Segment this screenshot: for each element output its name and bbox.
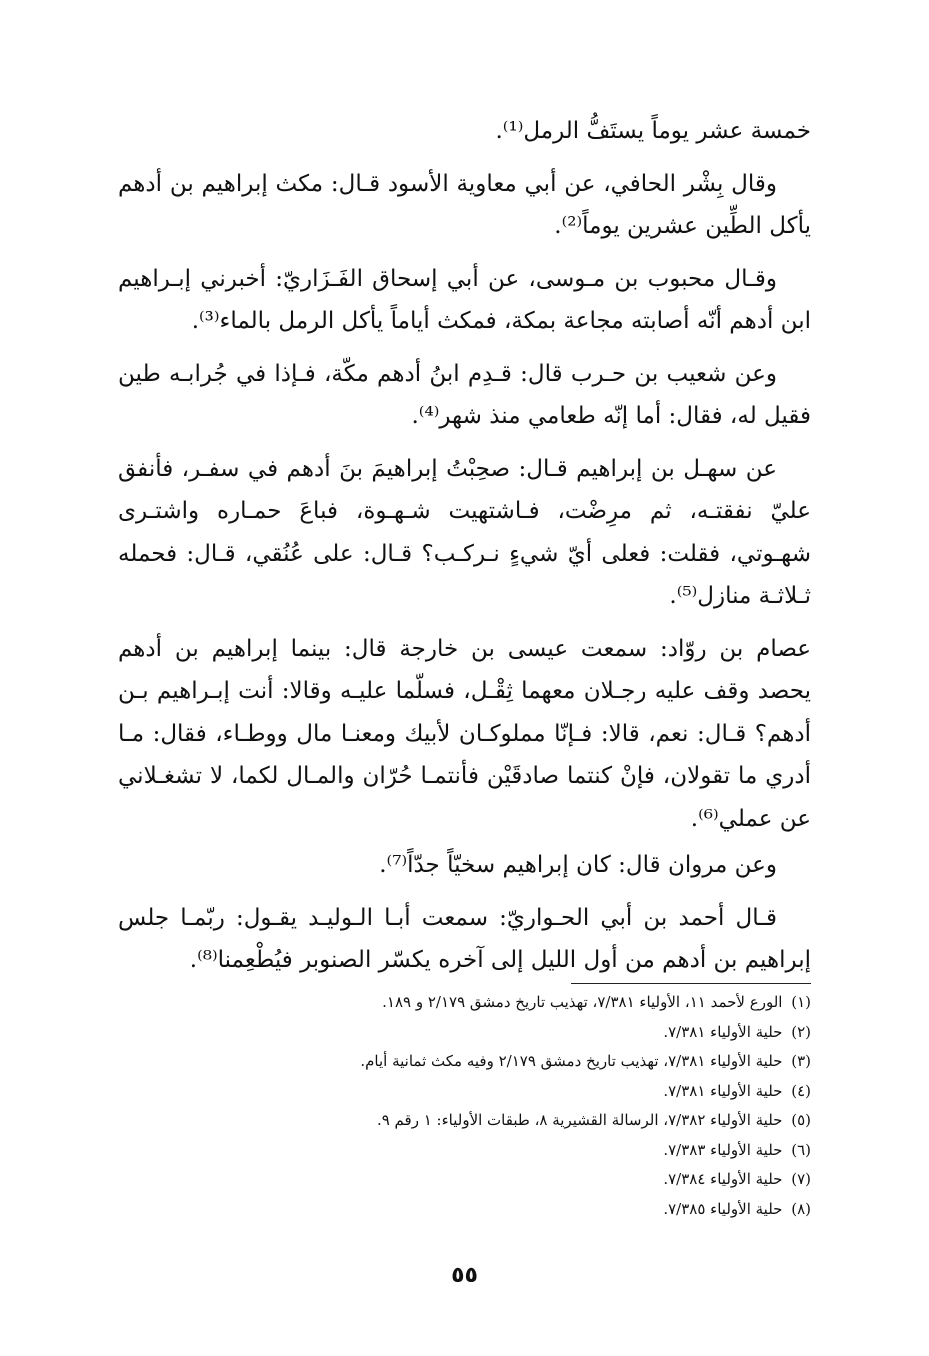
paragraph-6: عصام بن روّاد: سمعت عيسى بن خارجة قال: بينما إبراهيم بن أدهم يحصد وقف عليه رجـلان معهما ثِقْـل، فسلّما عليـه وقالا: أنت إبـراهيم بـن أدهم؟ قـال: نعم، قالا: فـإنّا مملوكـان لأبيك ومعنـا مال ووطـاء، فقال: مـا أدري ما تقولان، فإنْ كنتما صادقَيْن فأنتمـا حُرّان والمـال لكما، لا تشغـلاني عن عملي⁽⁶⁾. [118,635,811,832]
footnote-number: (٣) [791,1052,811,1070]
footnote-number: (٧) [791,1170,811,1188]
footnote-text: حلية الأولياء ٧/٣٨٤. [663,1170,783,1188]
footnote-text: حلية الأولياء ٧/٣٨١، تهذيب تاريخ دمشق ٢/١٧٩ وفيه مكث ثمانية أيام. [360,1052,783,1070]
footnote-3 [118,1047,811,1077]
footnote-6 [118,1136,811,1166]
footnote-number: (٤) [791,1081,811,1100]
footnote-1 [118,988,811,1018]
footnote-separator [571,983,811,984]
footnote-number: (٢) [791,1022,811,1041]
paragraph-4: وعن شعيب بن حـرب قال: قـدِم ابنُ أدهم مكّة، فـإذا في جُرابـه طين فقيل له، فقال: أما إنّه طعامي منذ شهر⁽⁴⁾. [118,360,811,429]
paragraph-3: وقـال محبوب بن مـوسى، عن أبي إسحاق الفَـزَاريّ: أخبرني إبـراهيم ابن أدهم أنّه أصابته مجاعة بمكة، فمكث أياماً يأكل الرمل بالماء⁽³⁾. [118,265,811,334]
paragraph-5: عن سهـل بن إبراهيم قـال: صحِبْتُ إبراهيمَ بنَ أدهم في سفـر، فأنفق عليّ نفقتـه، ثم مرِضْت، فـاشتهيت شـهـوة، فباعَ حمـاره واشتـرى شهـوتي، فقلت: فعلى أيّ شيءٍ نـركـب؟ قـال: على عُنُقي، قـال: فحمله ثـلاثـة منازل⁽⁵⁾. [118,455,811,609]
footnote-number: (٥) [791,1111,811,1129]
footnote-4 [118,1077,811,1107]
footnote-text: حلية الأولياء ٧/٣٨٢، الرسالة القشيرية ٨، طبقات الأولياء: ١ رقم ٩. [376,1111,783,1129]
footnote-number: (٦) [791,1140,811,1159]
footnote-7 [118,1165,811,1195]
paragraph-7: وعن مروان قال: كان إبراهيم سخيّاً جدّاً⁽⁷⁾. [379,852,777,878]
paragraph-8: قـال أحمد بن أبي الحـواريّ: سمعت أبـا الـوليـد يقـول: ربّمـا جلس إبراهيم بن أدهم من أول الليل إلى آخره يكسّر الصنوبر فيُطْعِمنا⁽⁸⁾. [118,904,811,973]
footnote-number: (١) [791,993,811,1011]
main-text [118,110,811,986]
paragraph-2: وقال بِشْر الحافي، عن أبي معاوية الأسود قـال: مكث إبراهيم بن أدهم يأكل الطِّين عشرين يوماً⁽²⁾. [118,170,811,239]
footnote-2 [118,1018,811,1048]
page-number: ٥٥ [451,1263,478,1288]
footnote-8 [118,1195,811,1225]
footnote-number: (٨) [791,1199,811,1218]
footnote-5 [118,1106,811,1136]
footnote-text: حلية الأولياء ٧/٣٨٣. [663,1140,783,1159]
footnote-text: حلية الأولياء ٧/٣٨٥. [663,1199,783,1218]
paragraph-1: خمسة عشر يوماً يستَفُّ الرمل⁽¹⁾. [495,118,811,144]
footnote-text: حلية الأولياء ٧/٣٨١. [663,1022,783,1041]
footnotes [118,988,811,1224]
footnote-text: حلية الأولياء ٧/٣٨١. [663,1081,783,1100]
footnote-text: الورع لأحمد ١١، الأولياء ٧/٣٨١، تهذيب تاريخ دمشق ٢/١٧٩ و ١٨٩. [382,993,783,1011]
